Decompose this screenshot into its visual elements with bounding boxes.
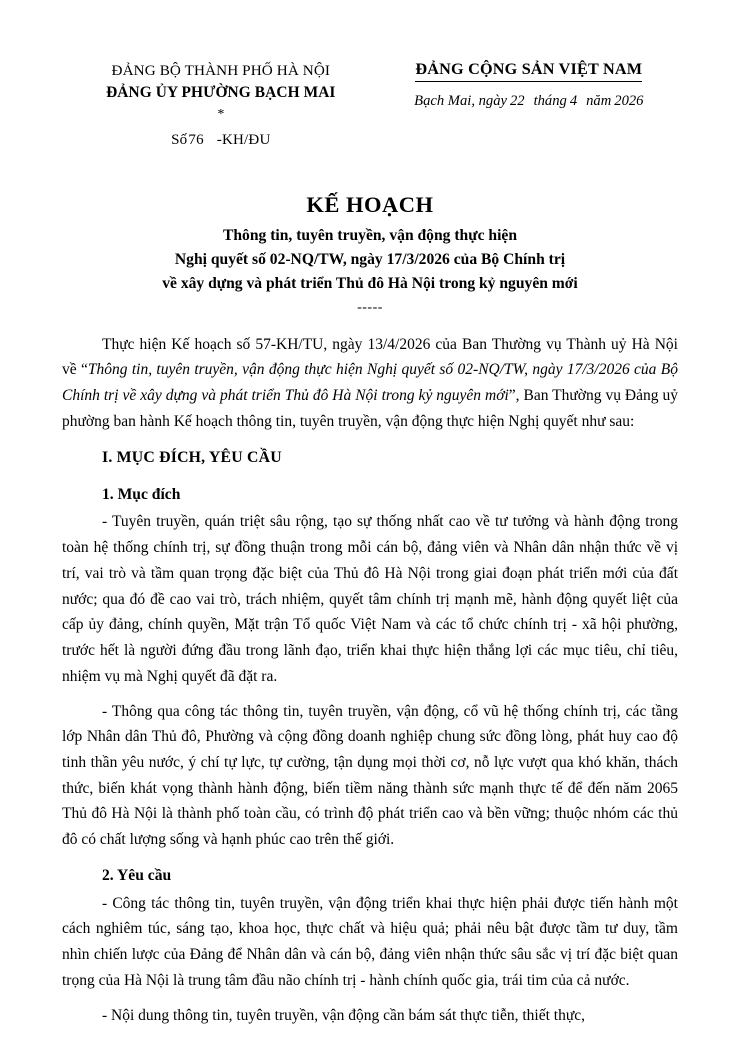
document-number-label: Số (171, 132, 188, 149)
separator-star: * (217, 107, 225, 123)
document-title-block (62, 191, 678, 314)
intro-text-part-2: ”, Ban Thường vụ Đảng uỷ phường ban hành Kế hoạch thông tin, tuyên truyền, vận động thực hiện Nghị quyết như sau: (62, 386, 678, 430)
subsection-heading-1-2: 2. Yêu cầu (102, 866, 172, 884)
letterhead (62, 58, 678, 149)
national-motto-wrap (380, 60, 678, 82)
date-day: 22 (509, 93, 525, 109)
intro-text-part-1: Thực hiện Kế hoạch số 57-KH/TU, ngày 13/4/2026 của Ban Thường vụ Thành uỷ Hà Nội về “ (62, 335, 678, 379)
paragraph-spacer-2 (62, 995, 678, 1003)
date-year: 2026 (614, 93, 644, 109)
document-title: KẾ HOẠCH (306, 192, 434, 218)
section-heading-1: I. MỤC ĐÍCH, YÊU CẦU (102, 449, 282, 467)
subtitle-line-3: về xây dựng và phát triển Thủ đô Hà Nội trong kỷ nguyên mới (162, 274, 578, 292)
bullet-paragraph-2-1: - Công tác thông tin, tuyên truyền, vận động triển khai thực hiện phải được tiến hành một cách nghiêm túc, sáng tạo, khoa học, thực chất và hiệu quả; phải nêu bật được tầm tư duy, tầm nhìn chiến lược của Đảng để Nhân dân và cán bộ, đảng viên nhận thức sâu sắc vị trí đặc biệt quan trọng của Hà Nội là trung tâm đầu não chính trị - hành chính quốc gia, trái tim của cả nước. (62, 894, 678, 989)
intro-quoted-title: Thông tin, tuyên truyền, vận động thực hiện Nghị quyết số 02-NQ/TW, ngày 17/3/2026 của Bộ Chính trị về xây dựng và phát triển Thủ đô Hà Nội trong kỷ nguyên mới (62, 361, 678, 404)
date-month: 4 (569, 93, 578, 109)
national-motto: ĐẢNG CỘNG SẢN VIỆT NAM (415, 60, 642, 82)
document-number-value: 76 (188, 132, 204, 149)
document-subtitle (62, 224, 678, 295)
letterhead-right (380, 58, 678, 110)
bullet-paragraph-2-2: - Nội dung thông tin, tuyên truyền, vận động cần bám sát thực tiễn, thiết thực, (102, 1006, 585, 1024)
document-body (62, 332, 678, 1029)
year-label: năm (586, 93, 612, 109)
paragraph-spacer (62, 691, 678, 699)
subsection-heading-1-1: 1. Mục đích (102, 485, 181, 503)
bullet-paragraph-1-1: - Tuyên truyền, quán triệt sâu rộng, tạo sự thống nhất cao về tư tưởng và hành động trong toàn hệ thống chính trị, sự đồng thuận trong mỗi cán bộ, đảng viên và Nhân dân nhận thức về vị trí, vai trò và tầm quan trọng đặc biệt của Thủ đô Hà Nội trong giai đoạn phát triển mới của đất nước; qua đó đề cao vai trò, trách nhiệm, quyết tâm chính trị mạnh mẽ, hành động quyết liệt của cấp ủy đảng, chính quyền, Mặt trận Tổ quốc Việt Nam và các tổ chức chính trị - xã hội phường, trước hết là người đứng đầu trong lãnh đạo, triển khai thực hiện thắng lợi các mục tiêu, chỉ tiêu, nhiệm vụ mà Nghị quyết đã đặt ra. (62, 513, 678, 685)
bullet-paragraph-1-2: - Thông qua công tác thông tin, tuyên truyền, vận động, cổ vũ hệ thống chính trị, các tầng lớp Nhân dân Thủ đô, Phường và cộng đồng doanh nghiệp chung sức đồng lòng, phát huy cao độ tinh thần yêu nước, ý chí tự lực, tự cường, tận dụng mọi thời cơ, nỗ lực vượt qua khó khăn, thách thức, biến khát vọng thành hành động, biến tiềm năng thành sức mạnh thực tế để đến năm 2065 Thủ đô Hà Nội là thành phố toàn cầu, có trình độ phát triển cao và bền vững; thuộc nhóm các thủ đô có chất lượng sống và hạnh phúc cao trên thế giới. (62, 702, 678, 849)
letterhead-left (62, 58, 380, 149)
subtitle-line-1: Thông tin, tuyên truyền, vận động thực hiện (222, 227, 517, 245)
organization-line-2: ĐẢNG ỦY PHƯỜNG BẠCH MAI (106, 83, 336, 101)
organization-line-1: ĐẢNG BỘ THÀNH PHỐ HÀ NỘI (111, 62, 331, 79)
place-and-date (380, 93, 678, 110)
title-divider: ----- (357, 299, 383, 315)
document-number (62, 132, 380, 149)
subtitle-line-2: Nghị quyết số 02-NQ/TW, ngày 17/3/2026 của Bộ Chính trị (174, 251, 566, 269)
place-label: Bạch Mai, ngày (414, 93, 507, 109)
intro-paragraph (62, 332, 678, 435)
month-label: tháng (533, 93, 567, 109)
document-number-suffix: -KH/ĐU (216, 132, 271, 149)
